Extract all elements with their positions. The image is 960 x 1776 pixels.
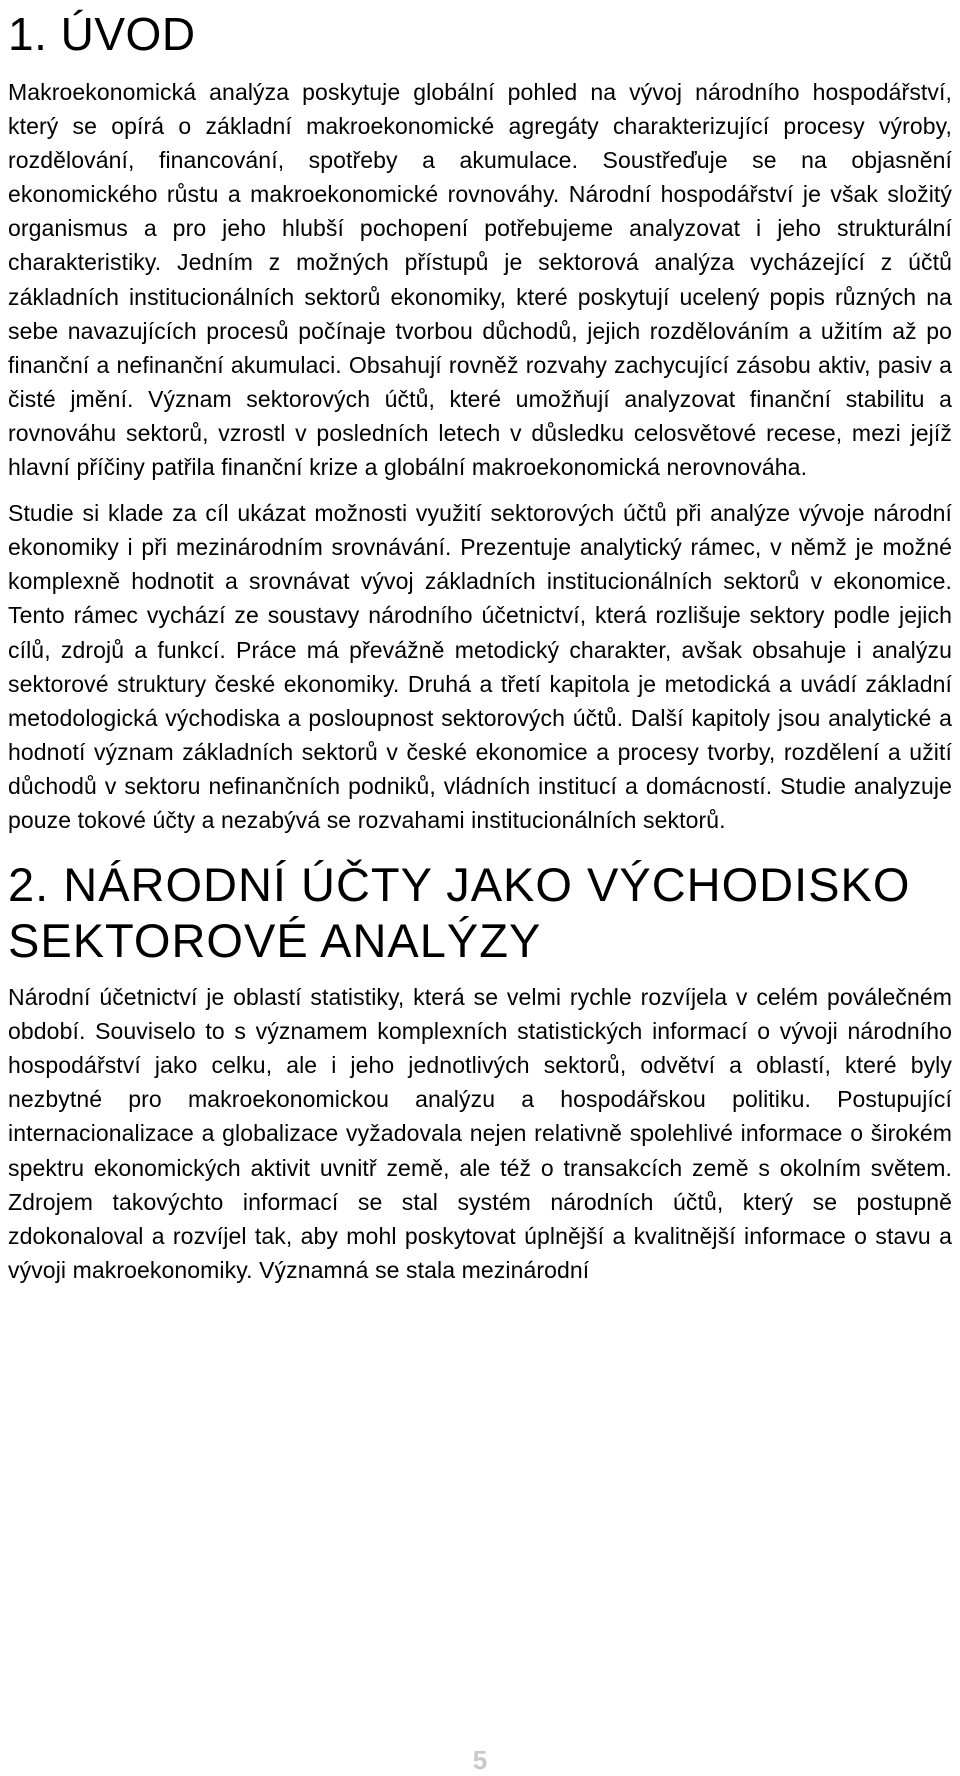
document-page bbox=[8, 0, 952, 1287]
paragraph-narodni-ucty: Národní účetnictví je oblastí statistiky, která se velmi rychle rozvíjela v celém poválečném období. Souviselo to s významem komplexních statistických informací o vývoji národního hospodářství jako celku, ale i jeho jednotlivých sektorů, odvětví a oblastí, které byly nezbytné pro makroekonomickou analýzu a hospodářskou politiku. Postupující internacionalizace a globalizace vyžadovala nejen relativně spolehlivé informace o širokém spektru ekonomických aktivit uvnitř země, ale též o transakcích země s okolním světem. Zdrojem takovýchto informací se stal systém národních účtů, který se postupně zdokonaloval a rozvíjel tak, aby mohl poskytovat úplnější a kvalitnější informace o stavu a vývoji makroekonomiky. Významná se stala mezinárodní bbox=[8, 984, 952, 1283]
paragraph-intro-2: Studie si klade za cíl ukázat možnosti využití sektorových účtů při analýze vývoje národní ekonomiky i při mezinárodním srovnávání. Prezentuje analytický rámec, v němž je možné komplexně hodnotit a srovnávat vývoj základních institucionálních sektorů v ekonomice. Tento rámec vychází ze soustavy národního účetnictví, která rozlišuje sektory podle jejich cílů, zdrojů a funkcí. Práce má převážně metodický charakter, avšak obsahuje i analýzu sektorové struktury české ekonomiky. Druhá a třetí kapitola je metodická a uvádí základní metodologická východiska a posloupnost sektorových účtů. Další kapitoly jsou analytické a hodnotí význam základních sektorů v české ekonomice a procesy tvorby, rozdělení a užití důchodů v sektoru nefinančních podniků, vládních institucí a domácností. Studie analyzuje pouze tokové účty a nezabývá se rozvahami institucionálních sektorů. bbox=[8, 500, 952, 833]
section-heading-narodni-ucty bbox=[8, 857, 952, 969]
section-heading-line-1: 2. NÁRODNÍ ÚČTY JAKO VÝCHODISKO bbox=[8, 858, 911, 912]
section-heading-uvod: 1. ÚVOD bbox=[8, 8, 196, 60]
page-number: 5 bbox=[472, 1745, 488, 1775]
paragraph-intro-1: Makroekonomická analýza poskytuje globální pohled na vývoj národního hospodářství, který se opírá o základní makroekonomické agregáty charakterizující procesy výroby, rozdělování, financování, spotřeby a akumulace. Soustřeďuje se na objasnění ekonomického růstu a makroekonomické rovnováhy. Národní hospodářství je však složitý organismus a pro jeho hlubší pochopení potřebujeme analyzovat i jeho strukturální charakteristiky. Jedním z možných přístupů je sektorová analýza vycházející z účtů základních institucionálních sektorů ekonomiky, které poskytují ucelený popis různých na sebe navazujících procesů počínaje tvorbou důchodů, jejich rozdělováním a užitím až po finanční a nefinanční akumulaci. Obsahují rovněž rozvahy zachycující zásobu aktiv, pasiv a čisté jmění. Význam sektorových účtů, které umožňují analyzovat finanční stabilitu a rovnováhu sektorů, vzrostl v posledních letech v důsledku celosvětové recese, mezi jejíž hlavní příčiny patřila finanční krize a globální makroekonomická nerovnováha. bbox=[8, 79, 952, 481]
section-heading-line-2: SEKTOROVÉ ANALÝZY bbox=[8, 914, 542, 968]
